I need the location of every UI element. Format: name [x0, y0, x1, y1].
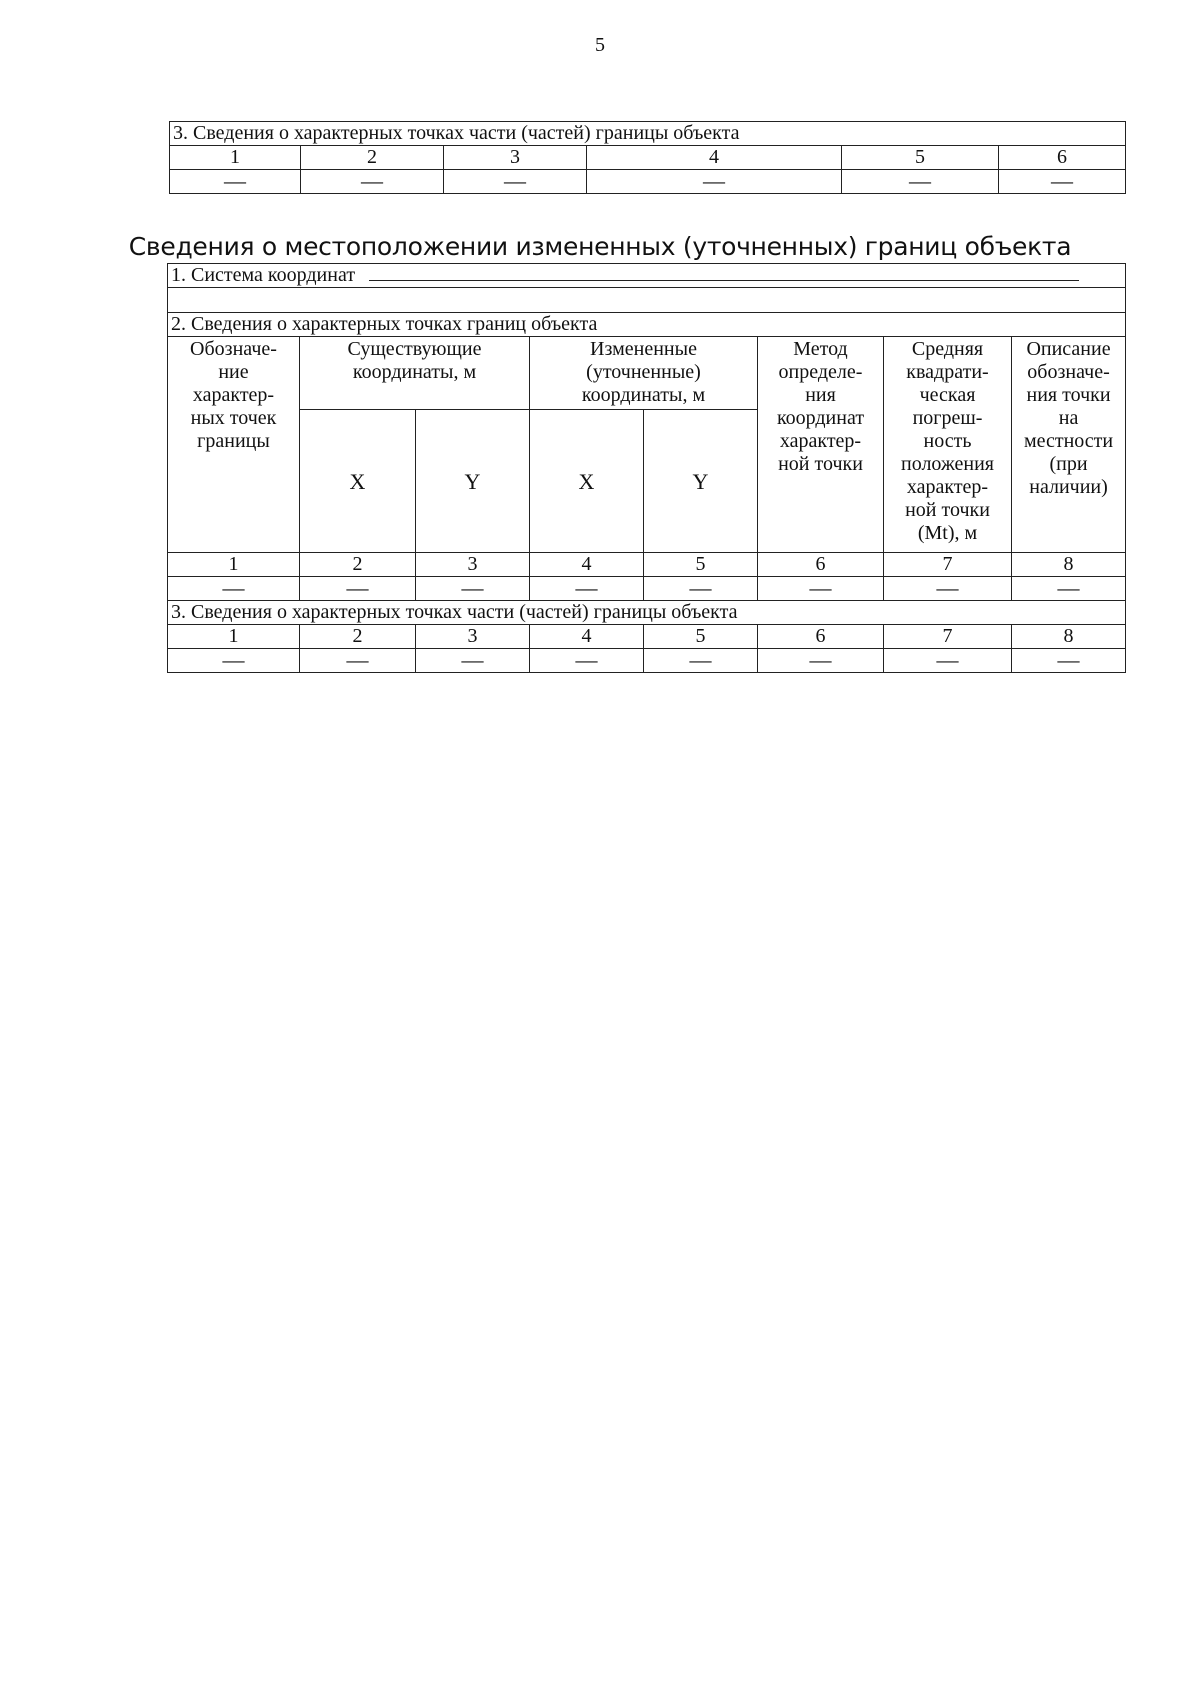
- cell-value: —: [884, 649, 1012, 673]
- col-number: 1: [168, 553, 300, 577]
- column-number-row: [170, 146, 1126, 170]
- axis-y-existing: Y: [416, 410, 530, 553]
- coord-system-row: [168, 264, 1126, 288]
- header-changed-coords: Измененные (уточненные) координаты, м: [530, 337, 758, 410]
- cell-value: —: [416, 649, 530, 673]
- section-heading: Сведения о местоположении измененных (уточненных) границ объекта: [128, 232, 1072, 261]
- col-number: 8: [1012, 553, 1126, 577]
- cell-value: —: [170, 170, 301, 194]
- cell-value: —: [644, 649, 758, 673]
- cell-value: —: [644, 577, 758, 601]
- section-title: 3. Сведения о характерных точках части (частей) границы объекта: [170, 122, 1126, 146]
- col-number: 2: [300, 625, 416, 649]
- col-number: 6: [758, 625, 884, 649]
- boundary-points-table: [167, 263, 1126, 673]
- col-number: 4: [530, 625, 644, 649]
- col-number: 2: [301, 146, 444, 170]
- header-mean-error: Средняя квадрати- ческая погреш- ность положения характер- ной точки (Mt), м: [884, 337, 1012, 553]
- header-existing-coords: Существующие координаты, м: [300, 337, 530, 410]
- cell-value: —: [842, 170, 999, 194]
- column-number-row: [168, 553, 1126, 577]
- col-number: 1: [170, 146, 301, 170]
- axis-x-existing: X: [300, 410, 416, 553]
- col-number: 6: [758, 553, 884, 577]
- col-number: 5: [842, 146, 999, 170]
- col-number: 1: [168, 625, 300, 649]
- parts-points-table: [169, 121, 1126, 194]
- table-row: [170, 170, 1126, 194]
- coord-system-fill-line: [369, 264, 1079, 281]
- coord-system-label: 1. Система координат: [171, 264, 356, 286]
- cell-value: —: [168, 649, 300, 673]
- col-number: 3: [444, 146, 587, 170]
- cell-value: —: [416, 577, 530, 601]
- col-number: 5: [644, 625, 758, 649]
- cell-value: —: [1012, 577, 1126, 601]
- cell-value: —: [999, 170, 1126, 194]
- cell-value: —: [168, 577, 300, 601]
- cell-value: —: [758, 649, 884, 673]
- section3-title: 3. Сведения о характерных точках части (частей) границы объекта: [168, 601, 1126, 625]
- header-description: Описание обозначе- ния точки на местности (при наличии): [1012, 337, 1126, 553]
- col-number: 3: [416, 553, 530, 577]
- header-point-designation: Обозначе- ние характер- ных точек границы: [168, 337, 300, 553]
- col-number: 3: [416, 625, 530, 649]
- col-number: 7: [884, 625, 1012, 649]
- cell-value: —: [758, 577, 884, 601]
- section2-title: 2. Сведения о характерных точках границ объекта: [168, 313, 1126, 337]
- col-number: 5: [644, 553, 758, 577]
- blank-row: [168, 288, 1126, 313]
- cell-value: —: [300, 649, 416, 673]
- col-number: 2: [300, 553, 416, 577]
- cell-value: —: [884, 577, 1012, 601]
- cell-value: —: [301, 170, 444, 194]
- col-number: 4: [530, 553, 644, 577]
- cell-value: —: [444, 170, 587, 194]
- cell-value: —: [587, 170, 842, 194]
- page-number: 5: [595, 34, 605, 56]
- cell-value: —: [1012, 649, 1126, 673]
- col-number: 7: [884, 553, 1012, 577]
- axis-y-changed: Y: [644, 410, 758, 553]
- col-number: 8: [1012, 625, 1126, 649]
- header-method: Метод определе- ния координат характер- ной точки: [758, 337, 884, 553]
- cell-value: —: [530, 577, 644, 601]
- table-row: [168, 577, 1126, 601]
- col-number: 4: [587, 146, 842, 170]
- axis-x-changed: X: [530, 410, 644, 553]
- cell-value: —: [300, 577, 416, 601]
- col-number: 6: [999, 146, 1126, 170]
- cell-value: —: [530, 649, 644, 673]
- column-number-row: [168, 625, 1126, 649]
- table-row: [168, 649, 1126, 673]
